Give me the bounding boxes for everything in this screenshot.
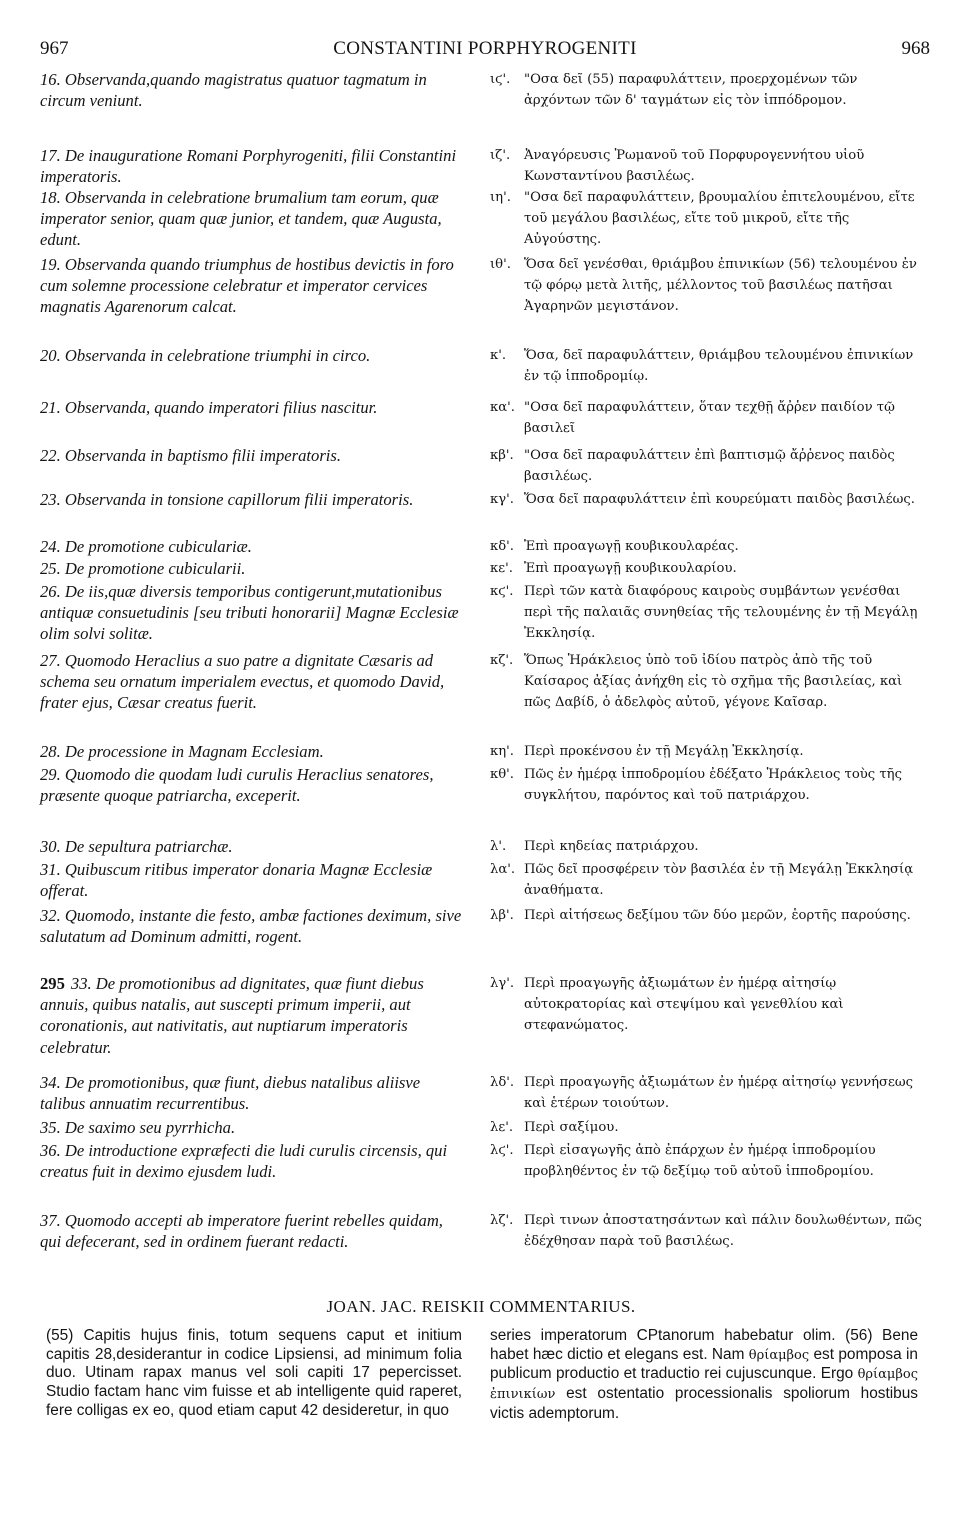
greek-num: ιθ'. — [490, 257, 511, 272]
greek-text: Ἐπὶ προαγωγῇ κουβικουλαρέας. — [524, 539, 739, 554]
greek-num: ιζ'. — [490, 148, 511, 163]
commentary-note-right — [490, 1327, 918, 1424]
latin-entry-26: 26. De iis,quæ diversis temporibus contigerunt,mutationibus antiquæ consuetudinis [seu tributi honorarii] Magnæ Ecclesiæ olim solvi solitæ. — [40, 582, 459, 644]
greek-num: λα'. — [490, 862, 516, 877]
latin-entry-37: 37. Quomodo accepti ab imperatore fuerint rebelles quidam, qui defecerant, sed in ordinem fuerant redacti. — [40, 1211, 443, 1252]
greek-text: Περὶ τινων ἀποστατησάντων καὶ πάλιν δουλωθέντων, πῶς ἐδέχθησαν παρὰ τοῦ βασιλέως. — [524, 1213, 922, 1250]
latin-entry-33 — [40, 973, 468, 1058]
greek-text: Περὶ προαγωγῆς ἀξιωμάτων ἐν ἡμέρᾳ αἰτησίῳ αὐτοκρατορίας καὶ στεψίμου καὶ γενεθλίου καὶ στεφανώματος. — [524, 976, 844, 1034]
greek-text: Ἀναγόρευσις Ῥωμανοῦ τοῦ Πορφυρογεννήτου υἱοῦ Κωνσταντίνου βασιλέως. — [524, 148, 865, 185]
greek-num: κδ'. — [490, 539, 514, 554]
note-text: series imperatorum CPtanorum habebatur olim. (56) Bene habet hæc dictio et elegans est. Nam — [490, 1327, 918, 1363]
greek-num: ιϛ'. — [490, 72, 511, 87]
greek-num: κ'. — [490, 348, 507, 363]
greek-entry-34 — [490, 1072, 930, 1114]
commentary-note-left: (55) Capitis hujus finis, totum sequens caput et initium capitis 28,desiderantur in codice Lipsiensi, ad minimum folia duo. Utinam rapax manus vel soli capiti 17 pepercisset. Studio factam hanc vim fuisse et ab intelligente quid raperet, fere colligas ex eo, quod etiam caput 42 desideretur, in quo — [46, 1327, 462, 1419]
latin-entry-31: 31. Quibuscum ritibus imperator donaria Magnæ Ecclesiæ offerat. — [40, 860, 433, 901]
page-number-right: 968 — [901, 38, 930, 59]
latin-entry-19: 19. Observanda quando triumphus de hostibus devictis in foro cum solemne processione celebratur et imperator cervices magnatis Agarenorum calcat. — [40, 255, 454, 317]
latin-entry-23: 23. Observanda in tonsione capillorum filii imperatoris. — [40, 490, 414, 509]
greek-num: λγ'. — [490, 976, 515, 991]
note-text: est pomposa in publicum productio et traductio rei cujuscunque. Ergo — [490, 1345, 918, 1383]
greek-entry-29 — [490, 764, 930, 806]
greek-text: Περὶ αἰτήσεως δεξίμου τῶν δύο μερῶν, ἑορτῆς παρούσης. — [524, 908, 911, 923]
note-greek-word: θρίαμβος — [748, 1347, 810, 1363]
greek-num: κα'. — [490, 400, 515, 415]
greek-text: "Οσα δεῖ (55) παραφυλάττειν, προερχομένων τῶν ἀρχόντων τῶν δ' ταγμάτων εἰς τὸν ἱππόδρομον. — [524, 72, 858, 109]
latin-entry-16: 16. Observanda,quando magistratus quatuor tagmatum in circum veniunt. — [40, 70, 427, 111]
latin-entry-20: 20. Observanda in celebratione triumphi in circo. — [40, 346, 371, 365]
greek-entry-22 — [490, 445, 930, 487]
greek-num: λβ'. — [490, 908, 514, 923]
note-text: est ostentatio processionalis spoliorum hostibus victis ademptorum. — [490, 1385, 918, 1422]
greek-text: "Οσα δεῖ παραφυλάττειν, ὅταν τεχθῇ ἄῤῥεν παιδίον τῷ βασιλεῖ — [524, 400, 895, 437]
greek-text: Περὶ τῶν κατὰ διαφόρους καιροὺς συμβάντων γενέσθαι περὶ τῆς παλαιᾶς συνηθείας τῆς τελουμένης ἐν τῇ Μεγάλῃ Ἐκκλησίᾳ. — [524, 584, 918, 642]
greek-num: λϛ'. — [490, 1143, 514, 1158]
greek-entry-23 — [490, 489, 930, 510]
greek-text: Πῶς δεῖ προσφέρειν τὸν βασιλέα ἐν τῇ Μεγάλῃ Ἐκκλησίᾳ ἀναθήματα. — [524, 862, 914, 899]
greek-num: λε'. — [490, 1120, 514, 1135]
page-number-left: 967 — [40, 38, 69, 59]
latin-entry-35: 35. De saximo seu pyrrhicha. — [40, 1118, 236, 1137]
greek-entry-37 — [490, 1210, 930, 1252]
greek-entry-17 — [490, 145, 930, 187]
latin-entry-17: 17. De inauguratione Romani Porphyrogeniti, filii Constantini imperatoris. — [40, 146, 457, 187]
latin-entry-28: 28. De processione in Magnam Ecclesiam. — [40, 742, 324, 761]
margin-page-number: 295 — [40, 974, 65, 993]
greek-num: ιη'. — [490, 190, 511, 205]
greek-entry-32 — [490, 905, 930, 926]
greek-entry-19 — [490, 254, 930, 318]
greek-text: Περὶ σαξίμου. — [524, 1120, 619, 1135]
greek-text: Περὶ προαγωγῆς ἀξιωμάτων ἐν ἡμέρᾳ αἰτησίῳ γεννήσεως καὶ ἑτέρων τοιούτων. — [524, 1075, 913, 1112]
greek-num: κβ'. — [490, 448, 514, 463]
greek-num: κη'. — [490, 744, 514, 759]
greek-text: Ὅπως Ἡράκλειος ὑπὸ τοῦ ἰδίου πατρὸς ἀπὸ τῆς τοῦ Καίσαρος ἀξίας ἀνήχθη εἰς τὸ σχῆμα τῆς βασιλείας, καὶ πῶς Δαβίδ, ὁ ἀδελφὸς αὐτοῦ, γέγονε Καῖσαρ. — [524, 653, 903, 711]
greek-num: κγ'. — [490, 492, 514, 507]
latin-entry-18: 18. Observanda in celebratione brumalium tam eorum, quæ imperator senior, quam quæ junior, et tandem, quæ Augusta, edunt. — [40, 188, 442, 250]
greek-entry-31 — [490, 859, 930, 901]
commentary-heading: JOAN. JAC. REISKII COMMENTARIUS. — [326, 1297, 636, 1316]
greek-entry-25 — [490, 558, 930, 579]
latin-entry-27: 27. Quomodo Heraclius a suo patre a dignitate Cæsaris ad schema seu ornatum imperialem evectus, et quomodo David, frater ejus, Cæsar creatus fuerit. — [40, 651, 445, 713]
greek-entry-36 — [490, 1140, 930, 1182]
greek-entry-20 — [490, 345, 930, 387]
running-title: CONSTANTINI PORPHYROGENITI — [333, 38, 637, 59]
greek-text: Περὶ κηδείας πατριάρχου. — [524, 839, 699, 854]
greek-entry-18 — [490, 187, 930, 251]
greek-entry-16 — [490, 69, 930, 111]
latin-entry-21: 21. Observanda, quando imperatori filius nascitur. — [40, 398, 378, 417]
greek-text: Πῶς ἐν ἡμέρᾳ ἱπποδρομίου ἐδέξατο Ἡράκλειος τοὺς τῆς συγκλήτου, παρόντος καὶ τοῦ πατριάρχου. — [524, 767, 902, 804]
greek-text: Ὅσα δεῖ γενέσθαι, θριάμβου ἐπινικίων (56) τελουμένου ἐν τῷ φόρῳ μετὰ λιτῆς, μέλλοντος τοῦ βασιλέως πατῆσαι Ἀγαρηνῶν μεγιστάνον. — [524, 257, 917, 315]
greek-num: κθ'. — [490, 767, 514, 782]
latin-entry-34: 34. De promotionibus, quæ fiunt, diebus natalibus aliisve talibus annuatim recurrentibus. — [40, 1073, 421, 1114]
latin-entry-32: 32. Quomodo, instante die festo, ambæ factiones deximum, sive salutatum ad Dominum admitti, rogent. — [40, 906, 462, 947]
greek-entry-35 — [490, 1117, 930, 1138]
latin-entry-30: 30. De sepultura patriarchæ. — [40, 837, 233, 856]
greek-num: λ'. — [490, 839, 507, 854]
latin-entry-33-text: 33. De promotionibus ad dignitates, quæ fiunt diebus annuis, quibus natalis, aut suscepti primum imperii, aut coronationis, aut nativitatis, aut nuptiarum imperatoris celebratur. — [40, 974, 424, 1057]
greek-num: λδ'. — [490, 1075, 515, 1090]
greek-entry-33 — [490, 973, 930, 1037]
greek-text: Περὶ εἰσαγωγῆς ἀπὸ ἐπάρχων ἐν ἡμέρᾳ ἱπποδρομίου προβληθέντος ἐν τῷ δεξίμῳ τοῦ αὐτοῦ ἱπποδρομίου. — [524, 1143, 876, 1180]
greek-num: κζ'. — [490, 653, 514, 668]
greek-text: Ὅσα δεῖ παραφυλάττειν ἐπὶ κουρεύματι παιδὸς βασιλέως. — [524, 492, 915, 507]
latin-entry-25: 25. De promotione cubicularii. — [40, 559, 246, 578]
greek-entry-27 — [490, 650, 930, 714]
greek-num: λζ'. — [490, 1213, 514, 1228]
greek-entry-30 — [490, 836, 930, 857]
greek-entry-28 — [490, 741, 930, 762]
greek-text: Ὅσα, δεῖ παραφυλάττειν, θριάμβου τελουμένου ἐπινικίων ἐν τῷ ἱπποδρομίῳ. — [524, 348, 914, 385]
running-header — [40, 38, 930, 62]
greek-entry-21 — [490, 397, 930, 439]
greek-text: "Οσα δεῖ παραφυλάττειν, βρουμαλίου ἐπιτελουμένου, εἴτε τοῦ μεγάλου βασιλέως, εἴτε τοῦ μικροῦ, εἴτε τῆς Αὐγούστης. — [524, 190, 915, 248]
note-greek-phrase: θρίαμβος ἐπινικίων — [490, 1367, 918, 1403]
greek-entry-26 — [490, 581, 930, 645]
latin-entry-24: 24. De promotione cubiculariæ. — [40, 537, 252, 556]
latin-entry-22: 22. Observanda in baptismo filii imperatoris. — [40, 446, 341, 465]
latin-entry-36: 36. De introductione expræfecti die ludi curulis circensis, qui creatus fuit in deximo ejusdem ludi. — [40, 1141, 448, 1182]
greek-num: κε'. — [490, 561, 513, 576]
greek-entry-24 — [490, 536, 930, 557]
greek-text: Ἐπὶ προαγωγῇ κουβικουλαρίου. — [524, 561, 737, 576]
greek-text: Περὶ προκένσου ἐν τῇ Μεγάλῃ Ἐκκλησίᾳ. — [524, 744, 804, 759]
latin-entry-29: 29. Quomodo die quodam ludi curulis Heraclius senatores, præsente quoque patriarcha, exceperit. — [40, 765, 434, 806]
greek-text: "Οσα δεῖ παραφυλάττειν ἐπὶ βαπτισμῷ ἄῤῥενος παιδὸς βασιλέως. — [524, 448, 895, 485]
greek-num: κϛ'. — [490, 584, 514, 599]
